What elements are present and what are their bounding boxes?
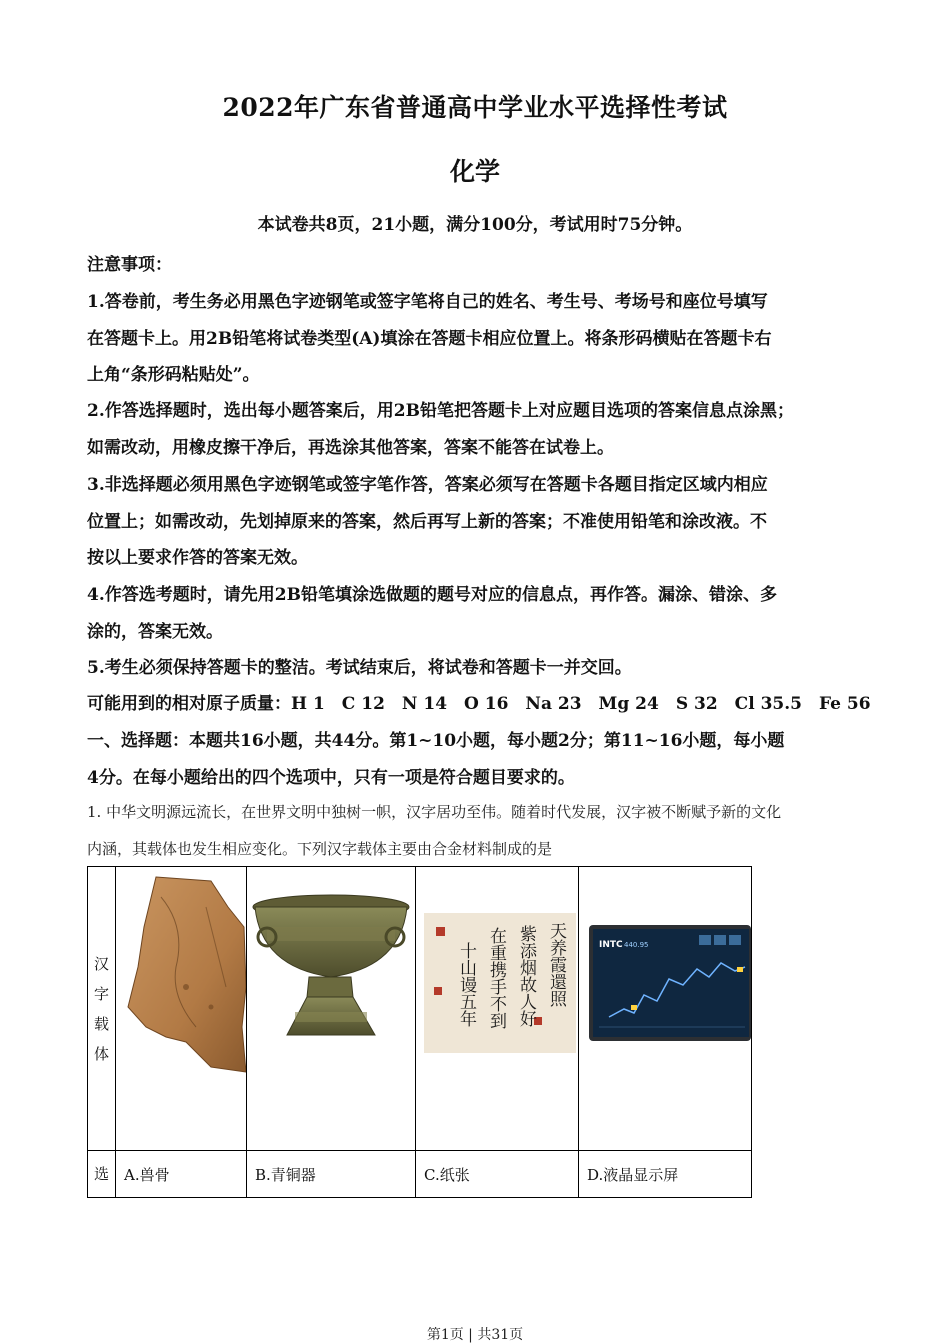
- option-a-image-cell: [116, 867, 247, 1151]
- notice-line: 位置上；如需改动，先划掉原来的答案，然后再写上新的答案；不准使用铅笔和涂改液。不: [87, 512, 767, 532]
- option-c-image-cell: [416, 867, 579, 1151]
- section-heading-2: 4分。在每小题给出的四个选项中，只有一项是符合题目要求的。: [87, 768, 575, 788]
- notice-line: 上角“条形码粘贴处”。: [87, 365, 260, 385]
- notice-line: 按以上要求作答的答案无效。: [87, 548, 308, 568]
- notice-line: 1.答卷前，考生务必用黑色字迹钢笔或签字笔将自己的姓名、考生号、考场号和座位号填写: [87, 292, 768, 312]
- option-a-label: A.兽骨: [116, 1151, 247, 1198]
- option-d-label: D.液晶显示屏: [579, 1151, 752, 1198]
- option-c-label: C.纸张: [416, 1151, 579, 1198]
- option-d-image-cell: [579, 867, 752, 1151]
- screen-price: 440.95: [624, 941, 649, 949]
- section-heading-1: 一、选择题：本题共16小题，共44分。第1~10小题，每小题2分；第11~16小题，每小题: [87, 731, 785, 751]
- calligraphy-column: 紫添烟故人好: [516, 925, 536, 1027]
- page-footer: 第1页 | 共31页: [426, 1327, 524, 1343]
- calligraphy-column: 十山谩五年: [456, 942, 476, 1027]
- row-header-carrier: 汉 字 载 体: [88, 867, 116, 1151]
- notice-line: 2.作答选择题时，选出每小题答案后，用2B铅笔把答题卡上对应题目选项的答案信息点涂黑；: [87, 401, 794, 421]
- calligraphy-paper-image: [416, 867, 578, 1057]
- notice-line: 5.考生必须保持答题卡的整洁。考试结束后，将试卷和答题卡一并交回。: [87, 658, 632, 678]
- lcd-screen-image: [579, 867, 751, 1047]
- exam-title: 2022年广东省普通高中学业水平选择性考试: [222, 93, 728, 122]
- oracle-bone-image: [116, 867, 246, 1077]
- bronze-vessel-image: [247, 867, 415, 1047]
- exam-info: 本试卷共8页，21小题，满分100分，考试用时75分钟。: [257, 215, 693, 235]
- question-1-text: 1. 中华文明源远流长，在世界文明中独树一帜，汉字居功至伟。随着时代发展，汉字被不断赋予新的文化: [87, 803, 782, 821]
- notice-line: 在答题卡上。用2B铅笔将试卷类型(A)填涂在答题卡相应位置上。将条形码横贴在答题卡右: [87, 329, 772, 349]
- notice-heading: 注意事项：: [87, 255, 172, 275]
- option-b-image-cell: [247, 867, 416, 1151]
- subject-title: 化学: [449, 157, 500, 186]
- calligraphy-column: 天养霞還照: [546, 922, 566, 1007]
- options-table: [87, 866, 752, 1198]
- notice-line: 涂的，答案无效。: [87, 622, 223, 642]
- calligraphy-column: 在重携手不到: [486, 927, 506, 1029]
- notice-line: 如需改动，用橡皮擦干净后，再选涂其他答案，答案不能答在试卷上。: [87, 438, 614, 458]
- question-1-text: 内涵，其载体也发生相应变化。下列汉字载体主要由合金材料制成的是: [87, 840, 553, 858]
- atomic-masses: 可能用到的相对原子质量：H 1 C 12 N 14 O 16 Na 23 Mg 24 S 32 Cl 35.5 Fe 56: [87, 694, 871, 714]
- option-header: 选: [88, 1151, 116, 1198]
- screen-ticker: INTC: [599, 940, 623, 950]
- option-b-label: B.青铜器: [247, 1151, 416, 1198]
- notice-line: 4.作答选考题时，请先用2B铅笔填涂选做题的题号对应的信息点，再作答。漏涂、错涂、多: [87, 585, 777, 605]
- notice-line: 3.非选择题必须用黑色字迹钢笔或签字笔作答，答案必须写在答题卡各题目指定区域内相应: [87, 475, 768, 495]
